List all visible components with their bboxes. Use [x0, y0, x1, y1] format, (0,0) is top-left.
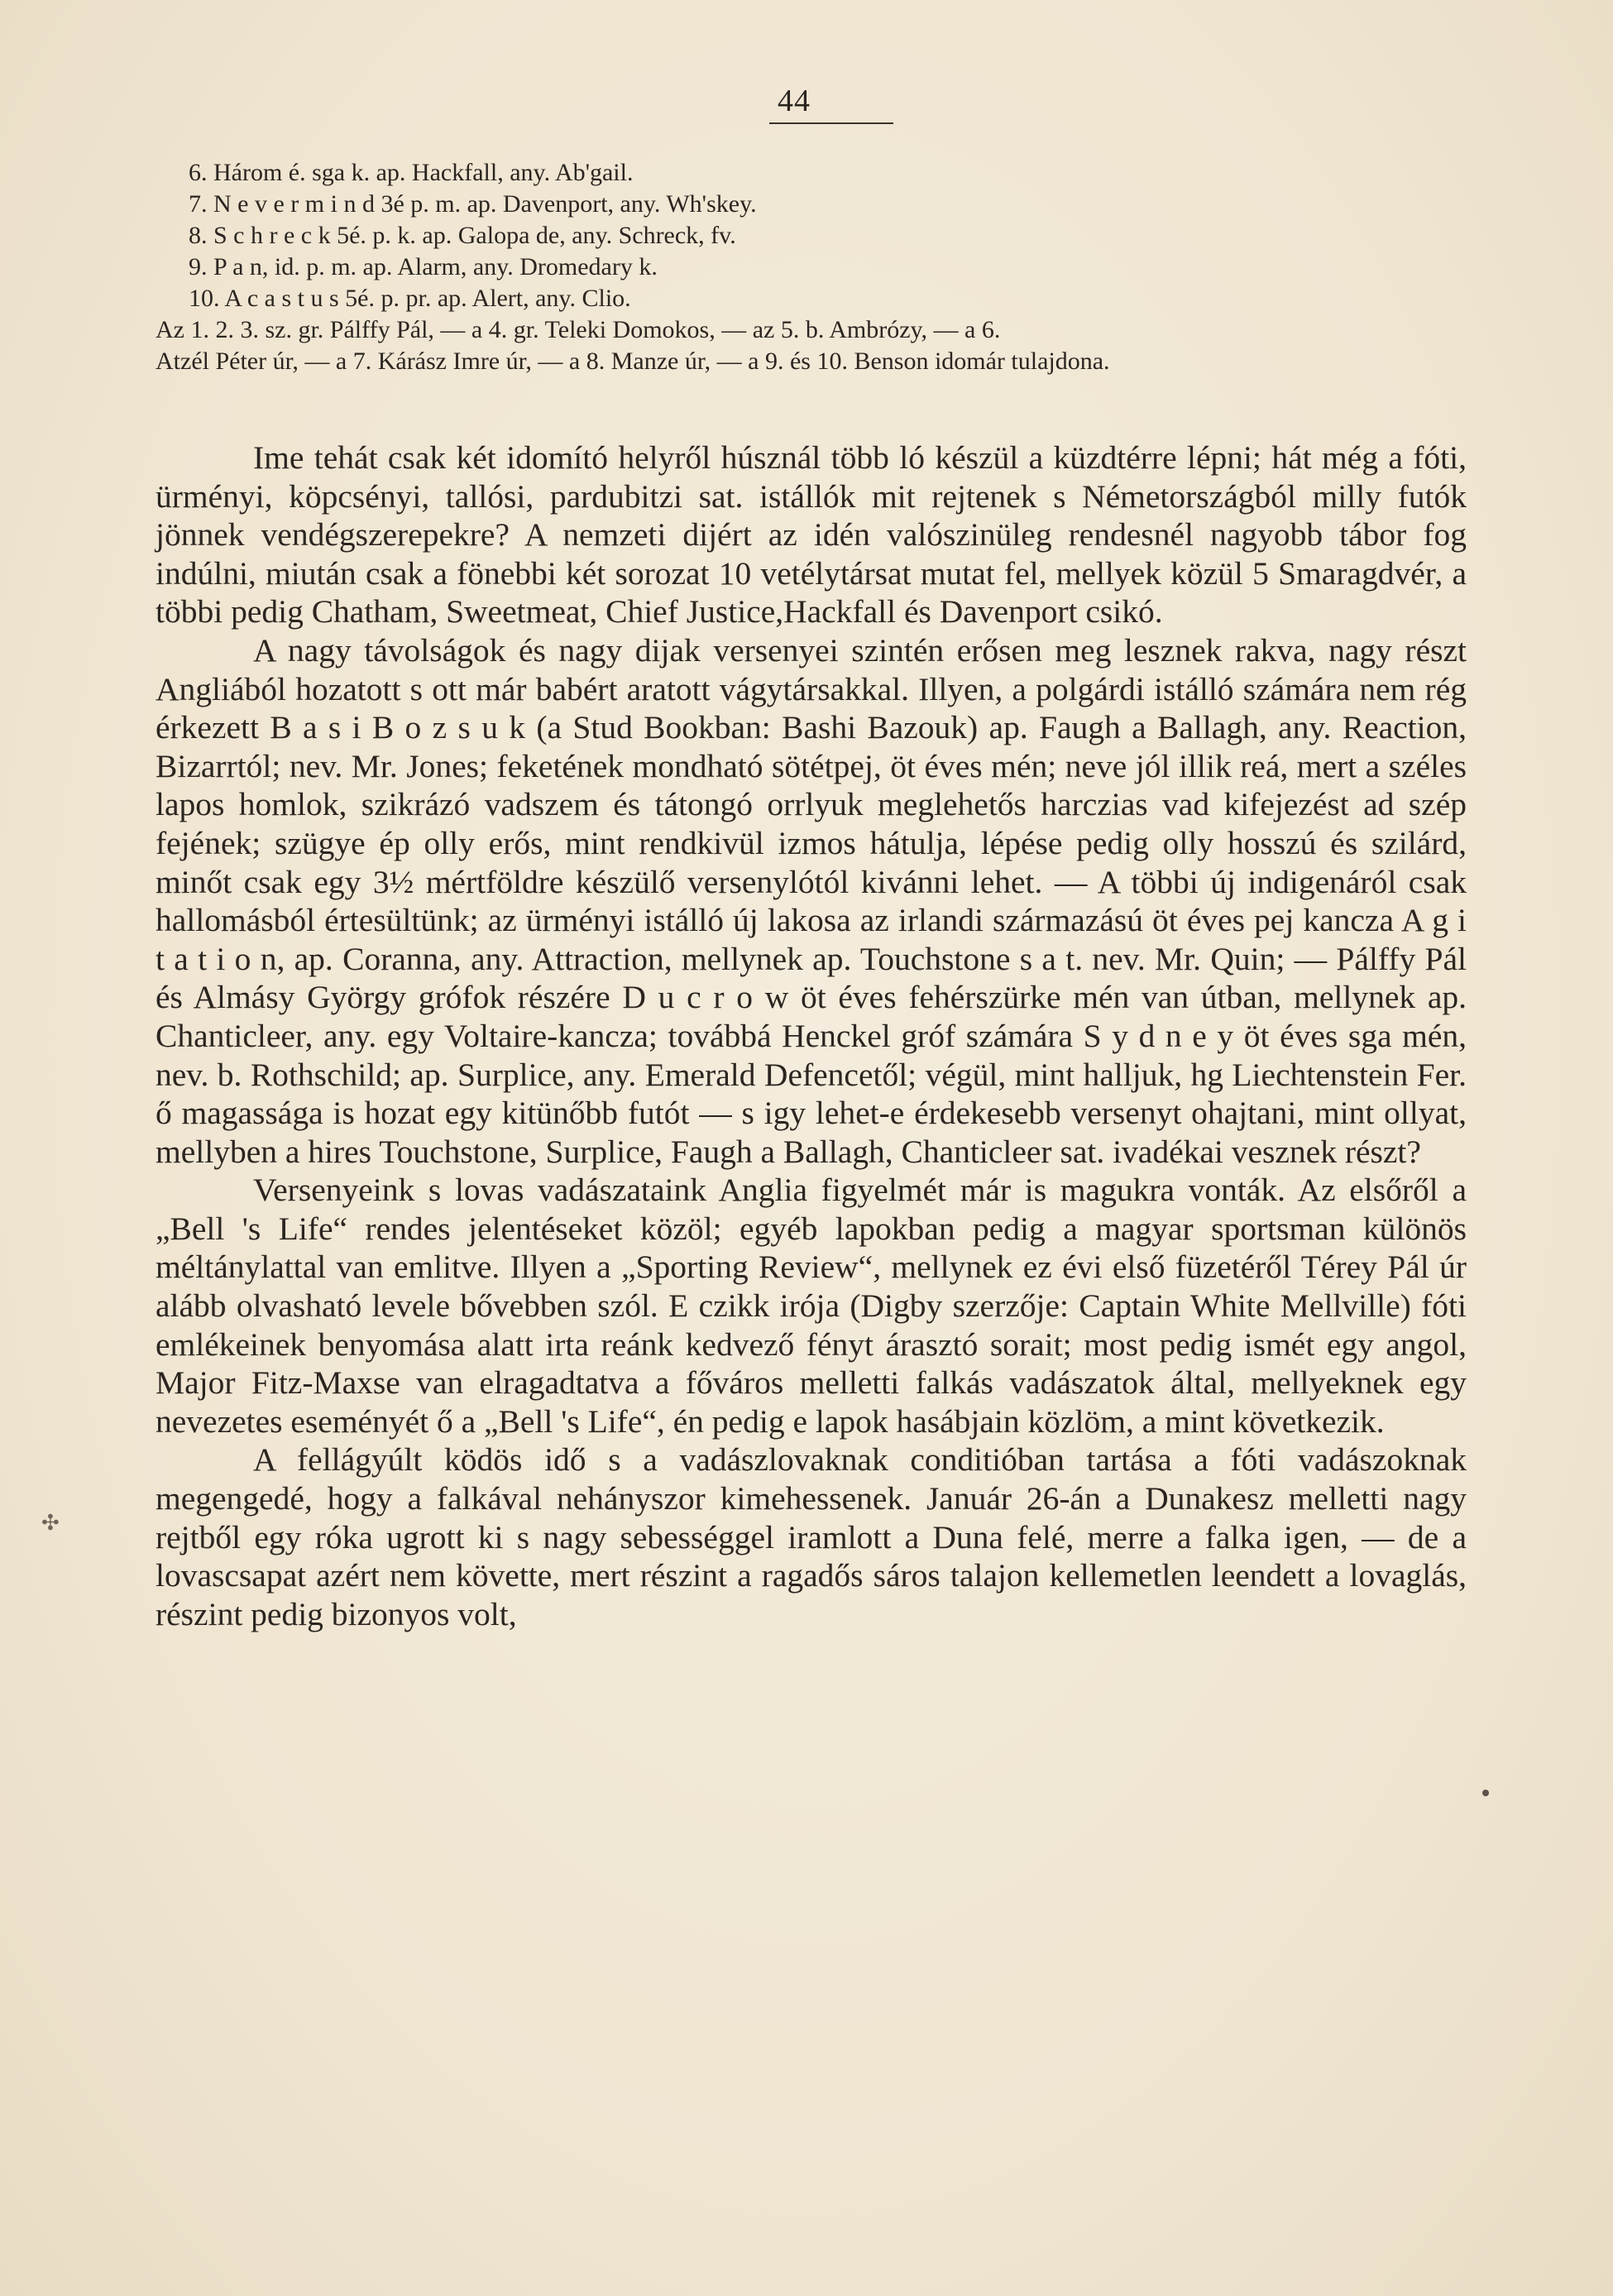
body-text	[156, 439, 1467, 1633]
ink-dot	[1482, 1790, 1489, 1796]
paragraph: Versenyeink s lovas vadászataink Anglia figyelmét már is magukra vonták. Az elsőről a „Bell 's Life“ rendes jelentéseket közöl; egyéb lapokban pedig a magyar sportsman különös méltánylattal van emlitve. Illyen a „Sporting Review“, mellynek ez évi első füzetéről Térey Pál úr alább olvasható levele bővebben szól. E czikk irója (Digby szerzője: Captain White Mellville) fóti emlékeinek benyomása alatt irta reánk kedvező fényt árasztó sorait; most pedig ismét egy angol, Major Fitz-Maxse van elragadtatva a főváros melletti falkás vadászatok által, mellyeknek egy nevezetes eseményét ő a „Bell 's Life“, én pedig e lapok hasábjain közlöm, a mint következik.	[156, 1172, 1467, 1440]
list-item: 7. N e v e r m i n d 3é p. m. ap. Davenport, any. Wh'skey.	[189, 190, 757, 218]
paragraph: A nagy távolságok és nagy dijak versenyei szintén erősen meg lesznek rakva, nagy részt Angliából hozatott s ott már babért aratott vágytársakkal. Illyen, a polgárdi istálló számára nem rég érkezett B a s i B o z s u k (a Stud Bookban: Bashi Bazouk) ap. Faugh a Ballagh, any. Reaction, Bizarrtól; nev. Mr. Jones; feketének mondható sötétpej, öt éves mén; neve jól illik reá, mert a széles lapos homlok, szikrázó vadszem és tátongó orrlyuk meglehetős harczias vad kifejezést ad szép fejének; szügye ép olly erős, mint rendkivül izmos hátulja, lépése pedig olly hosszú és szilárd, minőt csak egy 3½ mértföldre készülő versenylótól kivánni lehet. — A többi új indigenáról csak hallomásból értesültünk; az ürményi istálló új lakosa az irlandi származású öt éves pej kancza A g i t a t i o n, ap. Coranna, any. Attraction, mellynek ap. Touchstone s a t. nev. Mr. Quin; — Pálffy Pál és Almásy György grófok részére D u c r o w öt éves fehérszürke mén van útban, mellynek ap. Chanticleer, any. egy Voltaire-kancza; továbbá Henckel gróf számára S y d n e y öt éves sga mén, nev. b. Rothschild; ap. Surplice, any. Emerald Defencetől; végül, mint halljuk, hg Liechtenstein Fer. ő magassága is hozat egy kitünőbb futót — s igy lehet-e érdekesebb versenyt ohajtani, mint ollyat, mellyben a hires Touchstone, Surplice, Faugh a Ballagh, Chanticleer sat. ivadékai vesznek részt?	[156, 631, 1467, 1170]
list-item: 6. Három é. sga k. ap. Hackfall, any. Ab'gail.	[189, 159, 634, 186]
list-item: 8. S c h r e c k 5é. p. k. ap. Galopa de, any. Schreck, fv.	[189, 222, 736, 249]
list-item: 10. A c a s t u s 5é. p. pr. ap. Alert, any. Clio.	[189, 285, 631, 312]
ink-smudge: ✣	[41, 1511, 60, 1535]
page-number-rule	[769, 122, 893, 124]
owners-line: Az 1. 2. 3. sz. gr. Pálffy Pál, — a 4. gr. Teleki Domokos, — az 5. b. Ambrózy, — a 6.	[156, 316, 1001, 343]
list-item: 9. P a n, id. p. m. ap. Alarm, any. Dromedary k.	[189, 253, 658, 280]
horse-list	[156, 157, 1462, 377]
owners-line: Atzél Péter úr, — a 7. Kárász Imre úr, — a 8. Manze úr, — a 9. és 10. Benson idomár tulajdona.	[156, 348, 1110, 375]
paragraph: Ime tehát csak két idomító helyről húsznál több ló készül a küzdtérre lépni; hát még a fóti, ürményi, köpcsényi, tallósi, pardubitzi sat. istállók mit rejtenek s Németországból milly futók jönnek vendégszerepekre? A nemzeti dijért az idén valószinüleg rendesnél nagyobb tábor fog indúlni, miután csak a fönebbi két sorozat 10 vetélytársat mutat fel, mellyek közül 5 Smaragdvér, a többi pedig Chatham, Sweetmeat, Chief Justice,Hackfall és Davenport csikó.	[156, 439, 1467, 630]
paragraph: A fellágyúlt ködös idő s a vadászlovaknak conditióban tartása a fóti vadászoknak megengedé, hogy a falkával nehányszor kimehessenek. Január 26-án a Dunakesz melletti nagy rejtből egy róka ugrott ki s nagy sebességgel iramlott a Duna felé, merre a falka igen, — de a lovascsapat azért nem követte, mert részint a ragadős sáros talajon kellemetlen leendett a lovaglás, részint pedig bizonyos volt,	[156, 1441, 1467, 1632]
page-number: 44	[778, 84, 811, 118]
